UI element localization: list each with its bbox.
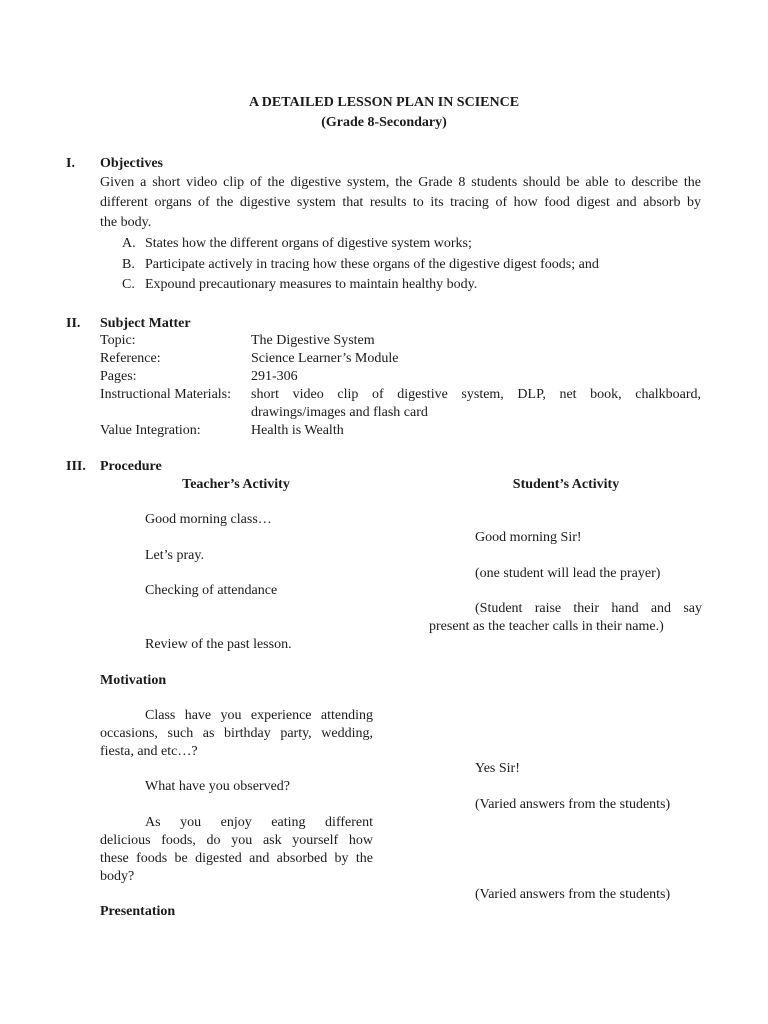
- value-integration-value: Health is Wealth: [251, 423, 344, 438]
- objectives-intro-line: the body.: [100, 215, 152, 230]
- student-answers: (Varied answers from the students): [475, 887, 671, 902]
- materials-label: Instructional Materials:: [100, 387, 232, 402]
- teacher-pray: Let’s pray.: [145, 548, 204, 563]
- student-activity-header: Student’s Activity: [512, 477, 620, 492]
- materials-value-continued: drawings/images and flash card: [251, 405, 428, 420]
- student-attendance-line: (Student raise their hand and say: [475, 601, 702, 616]
- topic-value: The Digestive System: [251, 333, 375, 348]
- teacher-activity-header: Teacher’s Activity: [182, 477, 290, 492]
- objectives-numeral: I.: [66, 156, 75, 171]
- teacher-attendance: Checking of attendance: [145, 583, 278, 598]
- presentation-heading: Presentation: [100, 904, 176, 919]
- teacher-question-line: delicious foods, do you ask yourself how: [100, 833, 373, 848]
- document-title: A DETAILED LESSON PLAN IN SCIENCE: [248, 95, 520, 110]
- reference-label: Reference:: [100, 351, 161, 366]
- objective-letter: C.: [122, 277, 135, 292]
- objective-item: Expound precautionary measures to maintain healthy body.: [145, 277, 478, 292]
- pages-value: 291-306: [251, 369, 298, 384]
- procedure-heading: Procedure: [100, 459, 162, 474]
- subject-matter-numeral: II.: [66, 316, 81, 331]
- student-attendance-line: present as the teacher calls in their name.): [429, 619, 664, 634]
- teacher-question-line: fiesta, and etc…?: [100, 744, 198, 759]
- topic-label: Topic:: [100, 333, 136, 348]
- teacher-question-line: Class have you experience attending: [145, 708, 373, 723]
- materials-value: short video clip of digestive system, DLP, net book, chalkboard,: [251, 387, 701, 402]
- objective-letter: A.: [122, 236, 136, 251]
- subject-matter-heading: Subject Matter: [100, 316, 191, 331]
- teacher-question-line: As you enjoy eating different: [145, 815, 373, 830]
- motivation-heading: Motivation: [100, 673, 167, 688]
- objectives-intro-line: different organs of the digestive system that results to its tracing of how food digest and absorb by: [100, 195, 701, 210]
- pages-label: Pages:: [100, 369, 137, 384]
- teacher-question-line: body?: [100, 869, 135, 884]
- student-greeting: Good morning Sir!: [475, 530, 582, 545]
- teacher-greeting: Good morning class…: [145, 512, 272, 527]
- document-subtitle: (Grade 8-Secondary): [321, 115, 447, 130]
- objectives-heading: Objectives: [100, 156, 163, 171]
- procedure-numeral: III.: [66, 459, 86, 474]
- teacher-question-line: occasions, such as birthday party, wedding,: [100, 726, 373, 741]
- student-answers: (Varied answers from the students): [475, 797, 671, 812]
- teacher-review: Review of the past lesson.: [145, 637, 292, 652]
- objective-letter: B.: [122, 257, 135, 272]
- objective-item: Participate actively in tracing how these organs of the digestive digest foods; and: [145, 257, 599, 272]
- student-yes: Yes Sir!: [475, 761, 520, 776]
- value-integration-label: Value Integration:: [100, 423, 201, 438]
- reference-value: Science Learner’s Module: [251, 351, 399, 366]
- objectives-intro-line: Given a short video clip of the digestive system, the Grade 8 students should be able to describe the: [100, 175, 701, 190]
- objective-item: States how the different organs of digestive system works;: [145, 236, 472, 251]
- teacher-question-line: these foods be digested and absorbed by the: [100, 851, 373, 866]
- student-pray: (one student will lead the prayer): [475, 566, 661, 581]
- teacher-question-observed: What have you observed?: [145, 779, 290, 794]
